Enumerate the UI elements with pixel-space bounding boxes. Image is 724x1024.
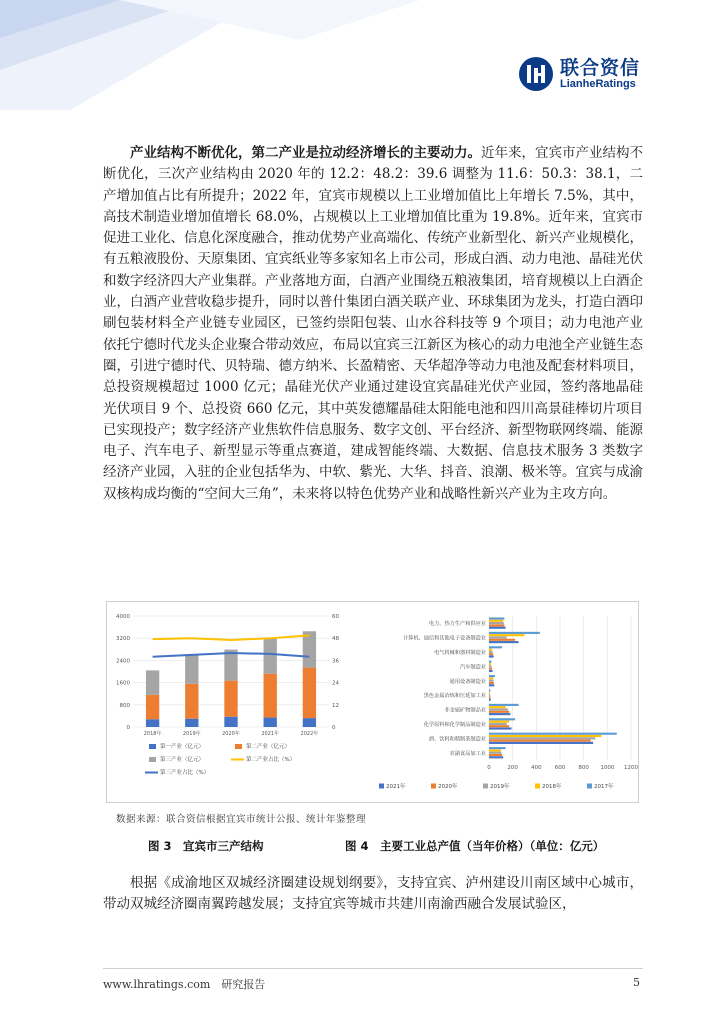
bar bbox=[489, 699, 491, 701]
bar bbox=[489, 661, 491, 663]
bar-segment bbox=[224, 717, 237, 727]
bar bbox=[489, 617, 504, 619]
bar bbox=[489, 692, 490, 694]
y2-tick-label: 36 bbox=[332, 658, 339, 665]
y2-tick-label: 60 bbox=[332, 614, 339, 620]
legend-swatch bbox=[535, 784, 540, 789]
bar bbox=[489, 677, 493, 679]
x-tick-label: 400 bbox=[531, 765, 542, 771]
x-tick-label: 0 bbox=[487, 765, 491, 771]
bar bbox=[489, 620, 503, 622]
bar bbox=[489, 653, 493, 655]
bar bbox=[489, 680, 493, 682]
bar bbox=[489, 733, 617, 735]
bar bbox=[489, 754, 502, 756]
bar bbox=[489, 721, 509, 723]
legend-label: 第二产业占比（%） bbox=[246, 757, 296, 763]
legend-swatch bbox=[379, 784, 384, 789]
bar bbox=[489, 735, 601, 737]
bar bbox=[489, 641, 519, 643]
bar-segment bbox=[264, 638, 277, 673]
y-tick-label: 汽车制造业 bbox=[460, 664, 486, 671]
y-tick-label: 酒、饮料和精制茶制造业 bbox=[428, 736, 486, 743]
paragraph-lead: 产业结构不断优化，第二产业是拉动经济增长的主要动力。 bbox=[130, 145, 481, 161]
bar bbox=[489, 740, 591, 742]
bar bbox=[489, 651, 493, 653]
y-tick-label: 电力、热力生产和供应业 bbox=[428, 621, 486, 628]
x-tick-label: 600 bbox=[554, 765, 566, 771]
x-tick-label: 2020年 bbox=[222, 731, 240, 737]
bar bbox=[489, 737, 596, 739]
legend-swatch bbox=[587, 784, 592, 789]
y-tick-label: 计算机、通信和其他电子设备制造业 bbox=[402, 635, 486, 642]
legend-swatch bbox=[483, 784, 488, 789]
bar bbox=[489, 694, 490, 696]
bar bbox=[489, 752, 501, 754]
logo-chinese: 联合资信 bbox=[560, 57, 641, 79]
bar bbox=[489, 696, 490, 698]
bar bbox=[489, 632, 540, 634]
bar bbox=[489, 727, 511, 729]
chart-industrial-output bbox=[363, 602, 639, 802]
bar bbox=[489, 670, 493, 672]
x-tick-label: 200 bbox=[507, 765, 518, 771]
bar bbox=[489, 706, 506, 708]
y-tick-label: 通用设备制造业 bbox=[449, 678, 486, 685]
bar bbox=[489, 634, 525, 636]
y-tick-label: 电气机械和器材制造业 bbox=[434, 650, 486, 656]
paragraph-industry-structure bbox=[103, 143, 643, 505]
bar bbox=[489, 655, 494, 657]
bar bbox=[489, 723, 507, 725]
bar bbox=[489, 649, 492, 651]
legend-label: 2017年 bbox=[594, 784, 614, 790]
bar-segment bbox=[185, 684, 198, 719]
y-tick-label: 4000 bbox=[116, 614, 130, 620]
y2-tick-label: 24 bbox=[332, 680, 339, 687]
figure-caption-right: 图 4 主要工业总产值（当年价格）（单位：亿元） bbox=[345, 839, 605, 853]
legend-label: 第一产业（亿元） bbox=[160, 744, 205, 750]
bar-segment bbox=[264, 718, 277, 727]
legend-label: 2018年 bbox=[542, 784, 562, 790]
bar bbox=[489, 636, 507, 638]
bar-segment bbox=[146, 670, 159, 694]
x-tick-label: 2021年 bbox=[261, 731, 280, 737]
footer-url: www.lhratings.com 研究报告 bbox=[103, 978, 266, 991]
bar bbox=[489, 668, 492, 670]
page-number: 5 bbox=[633, 976, 640, 989]
legend-label: 第三产业（亿元） bbox=[160, 757, 205, 763]
x-tick-label: 2019年 bbox=[182, 731, 201, 737]
bar bbox=[489, 689, 490, 691]
figure-panel bbox=[106, 601, 639, 803]
lianhe-logo-icon bbox=[518, 56, 554, 92]
bar bbox=[489, 684, 494, 686]
bar bbox=[489, 749, 501, 751]
bar bbox=[489, 624, 504, 626]
bar-segment bbox=[303, 718, 316, 727]
x-tick-label: 2022年 bbox=[300, 731, 319, 737]
footer-divider bbox=[103, 968, 643, 969]
bar bbox=[489, 682, 494, 684]
logo-english: LianheRatings bbox=[560, 78, 636, 90]
legend-label: 2021年 bbox=[386, 784, 406, 790]
y2-tick-label: 12 bbox=[332, 702, 339, 709]
legend-label: 第三产业占比（%） bbox=[160, 770, 210, 776]
bar-segment bbox=[264, 674, 277, 718]
source-note: 数据来源：联合资信根据宜宾市统计公报、统计年鉴整理 bbox=[116, 814, 367, 825]
bar bbox=[489, 665, 491, 667]
bar bbox=[489, 725, 509, 727]
y2-tick-label: 0 bbox=[332, 725, 336, 731]
bar-segment bbox=[146, 719, 159, 727]
y-tick-label: 800 bbox=[119, 702, 130, 709]
legend-label: 2020年 bbox=[438, 784, 458, 790]
y-tick-label: 化学原料和化学制品制造业 bbox=[423, 722, 486, 728]
x-tick-label: 1200 bbox=[624, 765, 638, 771]
bar bbox=[489, 663, 491, 665]
brand-logo bbox=[518, 56, 640, 92]
bar bbox=[489, 711, 509, 713]
bar-segment bbox=[224, 681, 237, 717]
x-tick-label: 2018年 bbox=[143, 731, 162, 737]
bar bbox=[489, 756, 503, 758]
y-tick-label: 非金属矿物制品业 bbox=[444, 707, 486, 714]
y-tick-label: 黑色金属冶炼和压延加工业 bbox=[423, 693, 486, 700]
x-tick-label: 800 bbox=[578, 765, 589, 771]
bar bbox=[489, 713, 510, 715]
bar bbox=[489, 675, 495, 677]
bar bbox=[489, 708, 508, 710]
y2-tick-label: 48 bbox=[332, 636, 339, 643]
bar bbox=[489, 646, 502, 648]
y-tick-label: 1600 bbox=[116, 680, 130, 687]
bar bbox=[489, 742, 593, 744]
y-tick-label: 2400 bbox=[116, 658, 130, 665]
bar bbox=[489, 627, 506, 629]
legend-label: 2019年 bbox=[490, 784, 510, 790]
bar-segment bbox=[185, 719, 198, 727]
bar bbox=[489, 639, 515, 641]
legend-swatch bbox=[235, 744, 242, 749]
paragraph-body: 近年来，宜宾市产业结构不断优化，三次产业结构由 2020 年的 12.2：48.2：39.6 调整为 11.6：50.3：38.1，二产增加值占比有所提升；2022 年，宜宾市规模以上工业增加值比上年增长 7.5%，其中，高技术制造业增加值增长 68.0%，占规模以上工业增加值比重为 19.8%。近年来，宜宾市促进工业化、信息化深度融合，推动优势产业高端化、传统产业新型化、新兴产业规模化，有五粮液股份、天原集团、宜宾纸业等多家知名上市公司，形成白酒、动力电池、晶硅光伏和数字经济四大产业集群。产业落地方面，白酒产业围绕五粮液集团，培育规模以上白酒企业，白酒产业营收稳步提升，同时以普什集团白酒关联产业、环球集团为龙头，打造白酒印刷包装材料全产业链专业园区，已签约崇阳包装、山水谷科技等 9 个项目；动力电池产业依托宁德时代龙头企业聚合带动效应，布局以宜宾三江新区为核心的动力电池全产业链生态圈，引进宁德时代、贝特瑞、德方纳米、长盈精密、天华超净等动力电池及配套材料项目，总投资规模超过 1000 亿元；晶硅光伏产业通过建设宜宾晶硅光伏产业园，签约落地晶硅光伏项目 9 个、总投资 660 亿元，其中英发德耀晶硅太阳能电池和四川高景硅棒切片项目已实现投产；数字经济产业焦软件信息服务、数字文创、平台经济、新型物联网终端、能源电子、汽车电子、新型显示等重点赛道，建成智能终端、大数据、信息技术服务 3 类数字经济产业园，入驻的企业包括华为、中软、紫光、大华、抖音、浪潮、极米等。宜宾与成渝双核构成均衡的“空间大三角”，未来将以特色优势产业和战略性新兴产业为主攻方向。 bbox=[103, 145, 643, 502]
chart-three-industries bbox=[107, 602, 357, 802]
legend-label: 第二产业（亿元） bbox=[246, 744, 291, 750]
bar-segment bbox=[185, 655, 198, 684]
series-line bbox=[153, 635, 310, 640]
bar-segment bbox=[224, 650, 237, 681]
y-tick-label: 3200 bbox=[116, 636, 130, 643]
y-tick-label: 农副食品加工业 bbox=[449, 750, 486, 757]
paragraph-chengyu-plan: 根据《成渝地区双城经济圈建设规划纲要》，支持宜宾、泸州建设川南区域中心城市，带动双城经济圈南翼跨越发展；支持宜宾等城市共建川南渝西融合发展试验区， bbox=[103, 875, 643, 913]
legend-swatch bbox=[149, 757, 156, 762]
legend-swatch bbox=[149, 744, 156, 749]
bar bbox=[489, 718, 515, 720]
figure-caption-left: 图 3 宜宾市三产结构 bbox=[148, 839, 264, 853]
bar bbox=[489, 704, 519, 706]
bar bbox=[489, 622, 504, 624]
y-tick-label: 0 bbox=[126, 725, 130, 731]
bar-segment bbox=[146, 695, 159, 719]
legend-swatch bbox=[431, 784, 436, 789]
bar bbox=[489, 747, 506, 749]
x-tick-label: 1000 bbox=[600, 765, 615, 771]
bar-segment bbox=[303, 668, 316, 719]
